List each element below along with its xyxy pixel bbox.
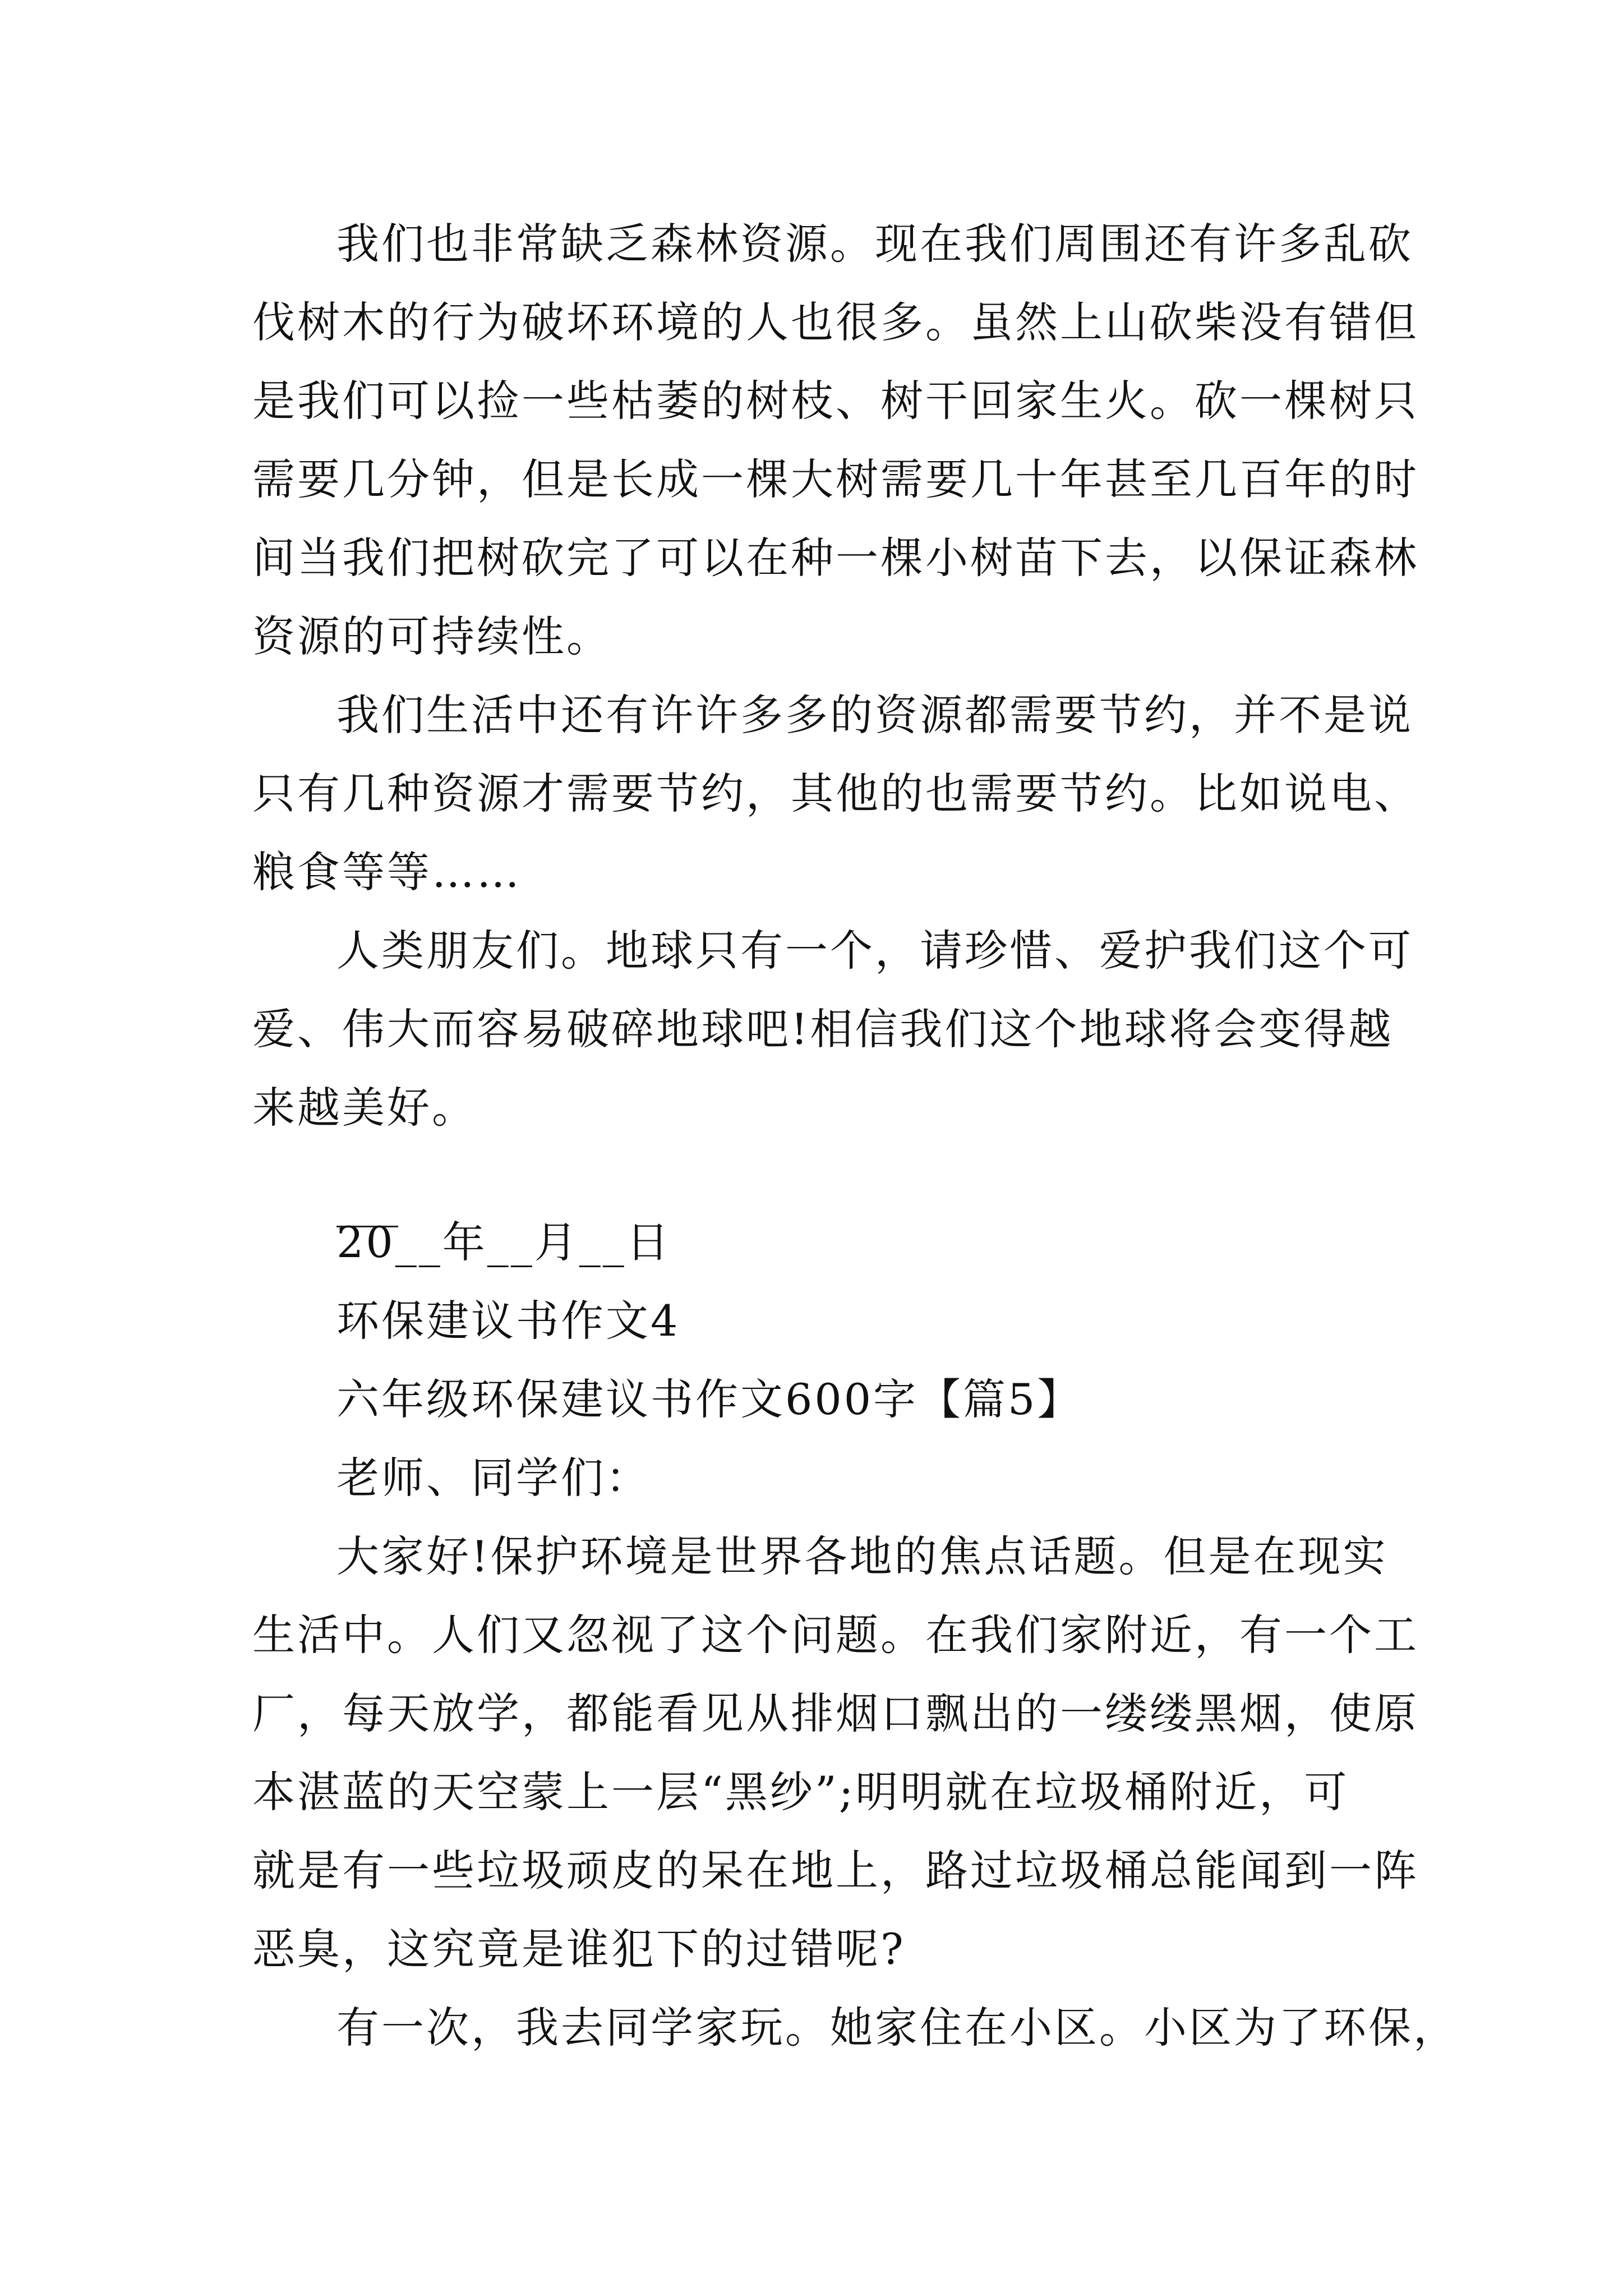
paragraph-1-line-1: 我们也非常缺乏森林资源。现在我们周围还有许多乱砍	[336, 219, 1413, 269]
date-line: 20__年__月__日	[336, 1217, 671, 1267]
paragraph-1-line-4: 需要几分钟，但是长成一棵大树需要几十年甚至几百年的时	[252, 454, 1419, 504]
paragraph-2-line-2: 只有几种资源才需要节约，其他的也需要节约。比如说电、	[252, 769, 1419, 818]
paragraph-1-line-3: 是我们可以捡一些枯萎的树枝、树干回家生火。砍一棵树只	[252, 376, 1419, 426]
paragraph-1-line-5: 间当我们把树砍完了可以在种一棵小树苗下去，以保证森林	[252, 533, 1419, 583]
paragraph-4-line-3: 厂，每天放学，都能看见从排烟口飘出的一缕缕黑烟，使原	[252, 1688, 1419, 1738]
paragraph-4-line-4: 本湛蓝的天空蒙上一层“黑纱”;明明就在垃圾桶附近，可	[252, 1767, 1349, 1817]
paragraph-5-line-1: 有一次，我去同学家玩。她家住在小区。小区为了环保，	[336, 2003, 1458, 2053]
paragraph-2-line-3: 粮食等等……	[252, 847, 522, 897]
paragraph-1-line-2: 伐树木的行为破坏环境的人也很多。虽然上山砍柴没有错但	[252, 297, 1419, 347]
paragraph-4-line-1: 大家好!保护环境是世界各地的焦点话题。但是在现实	[336, 1531, 1388, 1581]
paragraph-3-line-2: 爱、伟大而容易破碎地球吧!相信我们这个地球将会变得越	[252, 1004, 1394, 1054]
article-title: 六年级环保建议书作文600字【篇5】	[336, 1374, 1082, 1424]
paragraph-4-line-2: 生活中。人们又忽视了这个问题。在我们家附近，有一个工	[252, 1610, 1419, 1660]
salutation: 老师、同学们：	[336, 1453, 651, 1503]
paragraph-4-line-5: 就是有一些垃圾顽皮的呆在地上，路过垃圾桶总能闻到一阵	[252, 1846, 1419, 1895]
paragraph-2-line-1: 我们生活中还有许许多多的资源都需要节约，并不是说	[336, 690, 1413, 740]
paragraph-1-line-6: 资源的可持续性。	[252, 611, 611, 661]
paragraph-3-line-3: 来越美好。	[252, 1083, 477, 1133]
paragraph-4-line-6: 恶臭，这究竟是谁犯下的过错呢?	[252, 1924, 906, 1974]
paragraph-3-line-1: 人类朋友们。地球只有一个，请珍惜、爱护我们这个可	[336, 926, 1413, 976]
section-heading: 环保建议书作文4	[336, 1296, 680, 1346]
